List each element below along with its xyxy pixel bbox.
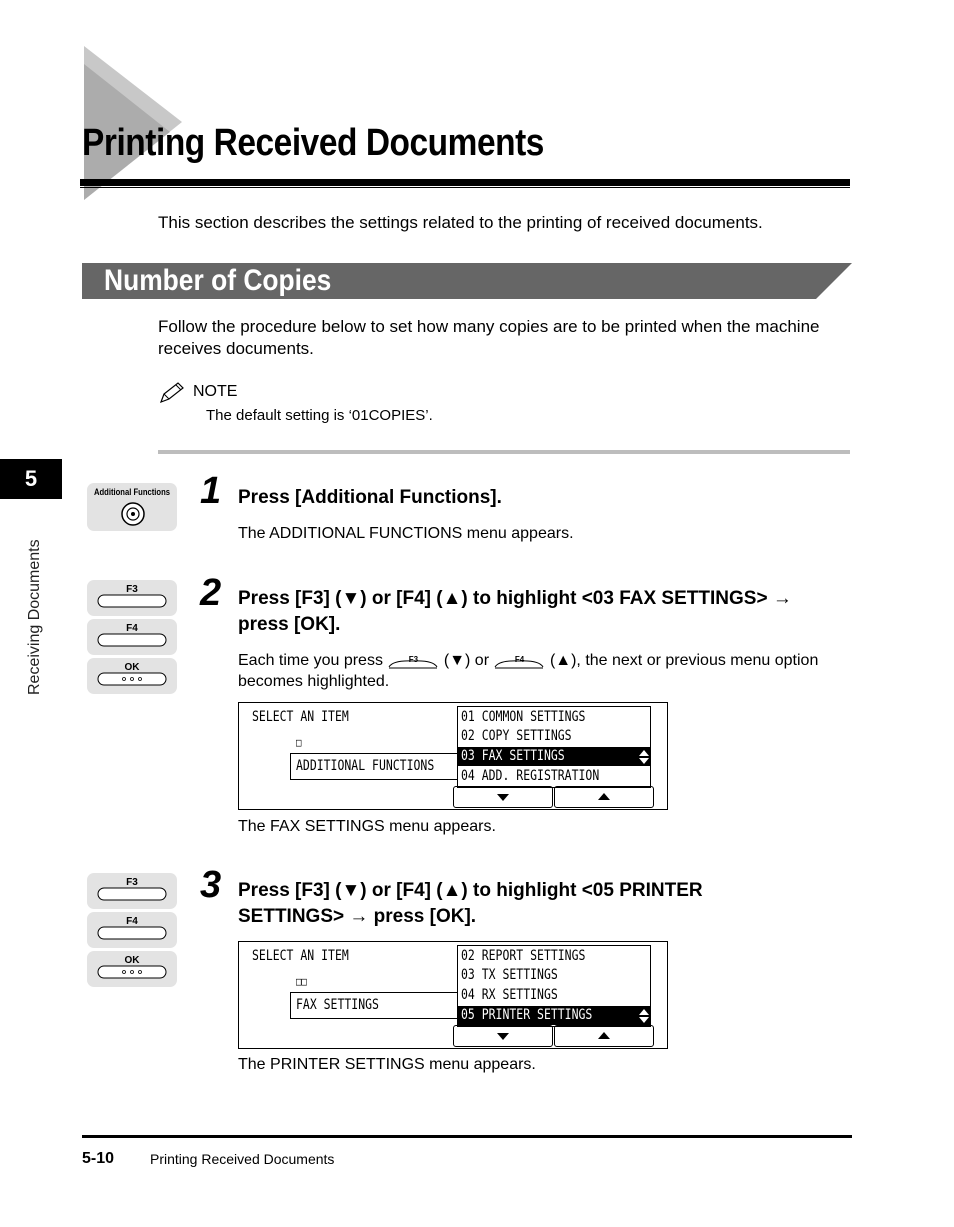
title-rule-thin	[80, 187, 850, 188]
up-arrow-icon	[597, 792, 611, 801]
title-rule	[80, 179, 850, 186]
key-label: F4	[126, 623, 138, 634]
lcd-menu-item[interactable]: 01 COMMON SETTINGS	[461, 709, 586, 725]
f4-inline-key-icon: F4	[493, 652, 545, 670]
key-button-shape	[97, 887, 167, 903]
desc-part: (▲), the next or previous menu option	[549, 652, 819, 669]
section-separator	[158, 450, 850, 454]
lcd-field-box	[290, 753, 458, 780]
step-title-line2: SETTINGS> → press [OK].	[238, 906, 477, 927]
desc-part: (▼) or	[443, 652, 490, 669]
lcd-menu-item[interactable]: 04 RX SETTINGS	[461, 987, 558, 1003]
key-label: OK	[124, 662, 140, 673]
lcd-menu-item-selected[interactable]: 05 PRINTER SETTINGS	[458, 1006, 650, 1025]
pencil-icon	[158, 381, 186, 405]
lcd-screen	[238, 941, 668, 1049]
key-label: Additional Functions	[93, 487, 171, 497]
intro-text: This section describes the settings related to the printing of received documents.	[158, 213, 763, 232]
f4-key[interactable]	[87, 619, 177, 655]
step-result: The PRINTER SETTINGS menu appears.	[238, 1056, 536, 1073]
f3-key[interactable]	[87, 873, 177, 909]
chapter-tab: 5	[0, 459, 62, 499]
note-label: NOTE	[193, 383, 238, 400]
lcd-menu-item[interactable]: 02 COPY SETTINGS	[461, 728, 572, 744]
section-paragraph: Follow the procedure below to set how many copies are to be printed when the machine receives documents.	[158, 317, 820, 358]
step-number: 2	[200, 572, 222, 614]
step-description: The ADDITIONAL FUNCTIONS menu appears.	[238, 525, 574, 542]
up-arrow-icon	[597, 1031, 611, 1040]
lcd-down-button[interactable]	[453, 786, 553, 808]
lcd-up-button[interactable]	[554, 1025, 654, 1047]
step-description	[238, 650, 818, 671]
lcd-marker: □	[296, 736, 302, 749]
lcd-down-button[interactable]	[453, 1025, 553, 1047]
additional-functions-key[interactable]	[87, 483, 177, 531]
footer-title: Printing Received Documents	[150, 1151, 335, 1167]
key-button-shape	[97, 926, 167, 942]
down-arrow-icon	[496, 1032, 510, 1041]
scroll-updown-icon	[638, 1008, 650, 1024]
key-label: F3	[126, 877, 138, 888]
step-title-line1: Press [F3] (▼) or [F4] (▲) to highlight <03 FAX SETTINGS> →	[238, 588, 792, 609]
note-text: The default setting is ‘01COPIES’.	[206, 407, 433, 424]
step-result: The FAX SETTINGS menu appears.	[238, 818, 496, 835]
lcd-field-box	[290, 992, 458, 1019]
lcd-screen	[238, 702, 668, 810]
lcd-menu-item-selected[interactable]: 03 FAX SETTINGS	[458, 747, 650, 766]
key-label: F3	[126, 584, 138, 595]
page-title: Printing Received Documents	[82, 122, 544, 164]
key-label: OK	[124, 955, 140, 966]
f4-key[interactable]	[87, 912, 177, 948]
lcd-menu	[457, 706, 651, 788]
additional-functions-icon	[119, 501, 147, 527]
page-number: 5-10	[82, 1150, 115, 1167]
lcd-menu-item[interactable]: 02 REPORT SETTINGS	[461, 948, 586, 964]
key-button-shape	[97, 672, 167, 688]
step-title-line1: Press [F3] (▼) or [F4] (▲) to highlight <05 PRINTER	[238, 880, 703, 901]
lcd-header: SELECT AN ITEM	[252, 948, 349, 964]
chapter-name: Receiving Documents	[26, 539, 43, 695]
ok-key[interactable]	[87, 951, 177, 987]
step-title: Press [Additional Functions].	[238, 487, 502, 508]
scroll-updown-icon	[638, 749, 650, 765]
lcd-menu-item[interactable]: 04 ADD. REGISTRATION	[461, 768, 600, 784]
step-number: 3	[200, 864, 222, 906]
lcd-menu	[457, 945, 651, 1027]
key-button-shape	[97, 965, 167, 981]
f3-key[interactable]	[87, 580, 177, 616]
key-button-shape	[97, 633, 167, 649]
lcd-header: SELECT AN ITEM	[252, 709, 349, 725]
lcd-field: FAX SETTINGS	[296, 997, 379, 1013]
desc-part: Each time you press	[238, 652, 383, 669]
footer-rule	[82, 1135, 852, 1138]
down-arrow-icon	[496, 793, 510, 802]
lcd-field: ADDITIONAL FUNCTIONS	[296, 758, 435, 774]
step-description-line2: becomes highlighted.	[238, 673, 390, 690]
step-title-line2: press [OK].	[238, 614, 341, 635]
f3-inline-key-icon: F3	[387, 652, 439, 670]
key-button-shape	[97, 594, 167, 610]
key-label: F4	[126, 916, 138, 927]
lcd-up-button[interactable]	[554, 786, 654, 808]
section-title: Number of Copies	[104, 264, 332, 297]
lcd-menu-item[interactable]: 03 TX SETTINGS	[461, 967, 558, 983]
step-number: 1	[200, 470, 222, 512]
ok-key[interactable]	[87, 658, 177, 694]
lcd-marker: □□	[296, 975, 307, 988]
